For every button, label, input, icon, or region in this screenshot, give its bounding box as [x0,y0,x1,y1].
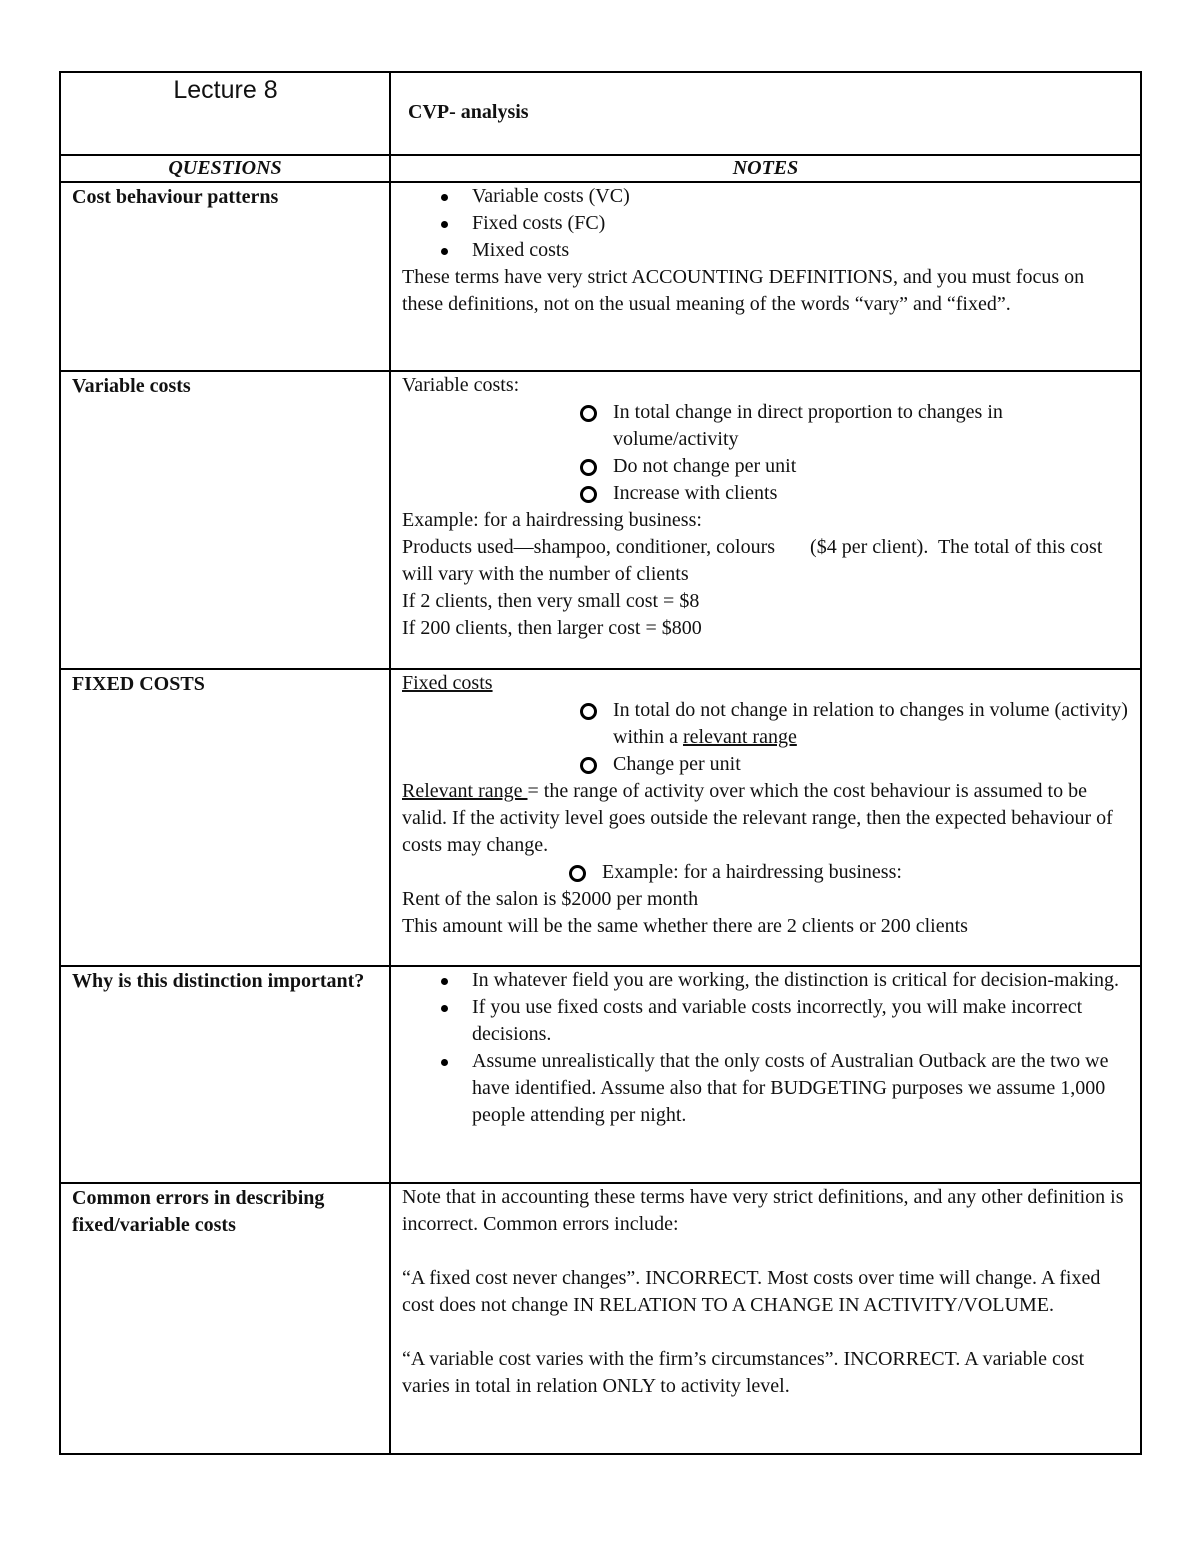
ring-list [402,399,1130,507]
list-item: In whatever field you are working, the distinction is critical for decision-making. [472,967,1130,994]
ring-bullet-icon [580,703,597,720]
table-row [60,966,1141,1183]
ring-bullet-icon [580,405,597,422]
note-line: Rent of the salon is $2000 per month [402,888,699,910]
note-paragraph: Note that in accounting these terms have very strict definitions, and any other definition is incorrect. Common errors include: [402,1186,1124,1235]
bullet-icon [441,194,448,201]
column-header-row [60,155,1141,182]
ring-list [402,697,1130,778]
list-item: Do not change per unit [613,453,1130,480]
list-item: In total change in direct proportion to changes in volume/activity [613,399,1130,453]
list-item: Example: for a hairdressing business: [602,859,1130,886]
topic-cell [390,72,1141,155]
bullet-list [402,967,1130,1129]
list-item: In total do not change in relation to changes in volume (activity) within a relevant range [613,697,1130,751]
bullet-icon [441,978,448,985]
list-item: Increase with clients [613,480,1130,507]
list-item: Change per unit [613,751,1130,778]
list-item: Mixed costs [472,237,1130,264]
note-paragraph: These terms have very strict ACCOUNTING DEFINITIONS, and you must focus on these definitions, not on the usual meaning of the words “vary” and “fixed”. [402,266,1085,315]
note-line: If 2 clients, then very small cost = $8 [402,590,700,612]
bullet-icon [441,1005,448,1012]
notes-cell [390,669,1141,966]
list-item: Assume unrealistically that the only costs of Australian Outback are the two we have identified. Assume also that for BUDGETING purposes we assume 1,000 people attending per night. [472,1048,1130,1129]
note-line: Example: for a hairdressing business: [402,509,702,531]
question-text: Common errors in describing fixed/variable costs [72,1187,325,1236]
bullet-icon [441,248,448,255]
ring-list [402,859,1130,886]
note-paragraph: “A variable cost varies with the firm’s circumstances”. INCORRECT. A variable cost varies in total in relation ONLY to activity level. [402,1348,1085,1397]
list-item: If you use fixed costs and variable costs incorrectly, you will make incorrect decisions. [472,994,1130,1048]
lecture-cell [60,72,390,155]
question-text: Why is this distinction important? [72,970,365,992]
question-text: Cost behaviour patterns [72,186,279,208]
notes-cell [390,1183,1141,1454]
notes-table [59,71,1142,1455]
notes-cell [390,966,1141,1183]
note-intro: Variable costs: [402,374,520,396]
ring-bullet-icon [580,757,597,774]
note-line: If 200 clients, then larger cost = $800 [402,617,702,639]
ring-bullet-icon [580,459,597,476]
note-paragraph: “A fixed cost never changes”. INCORRECT. Most costs over time will change. A fixed cost does not change IN RELATION TO A CHANGE IN ACTIVITY/VOLUME. [402,1267,1101,1316]
ring-bullet-icon [569,865,586,882]
table-row [60,1183,1141,1454]
note-intro: Fixed costs [402,672,493,694]
note-line: Products used—shampoo, conditioner, colours ($4 per client). The total of this cost will vary with the number of clients [402,536,1108,585]
table-row [60,182,1141,371]
notes-cell [390,371,1141,669]
notes-header: NOTES [390,155,1141,182]
table-row [60,371,1141,669]
bullet-icon [441,221,448,228]
question-text: Variable costs [72,375,191,397]
question-text: FIXED COSTS [72,673,205,695]
table-row [60,669,1141,966]
topic-title: CVP- analysis [408,101,529,123]
note-paragraph: Relevant range = the range of activity over which the cost behaviour is assumed to be valid. If the activity level goes outside the relevant range, then the expected behaviour of costs may change. [402,780,1113,856]
header-row [60,72,1141,155]
ring-bullet-icon [580,486,597,503]
list-item: Variable costs (VC) [472,183,1130,210]
note-line: This amount will be the same whether there are 2 clients or 200 clients [402,915,968,937]
questions-header: QUESTIONS [60,155,390,182]
lecture-title: Lecture 8 [173,76,278,104]
list-item: Fixed costs (FC) [472,210,1130,237]
notes-cell [390,182,1141,371]
bullet-list [402,183,1130,264]
bullet-icon [441,1059,448,1066]
